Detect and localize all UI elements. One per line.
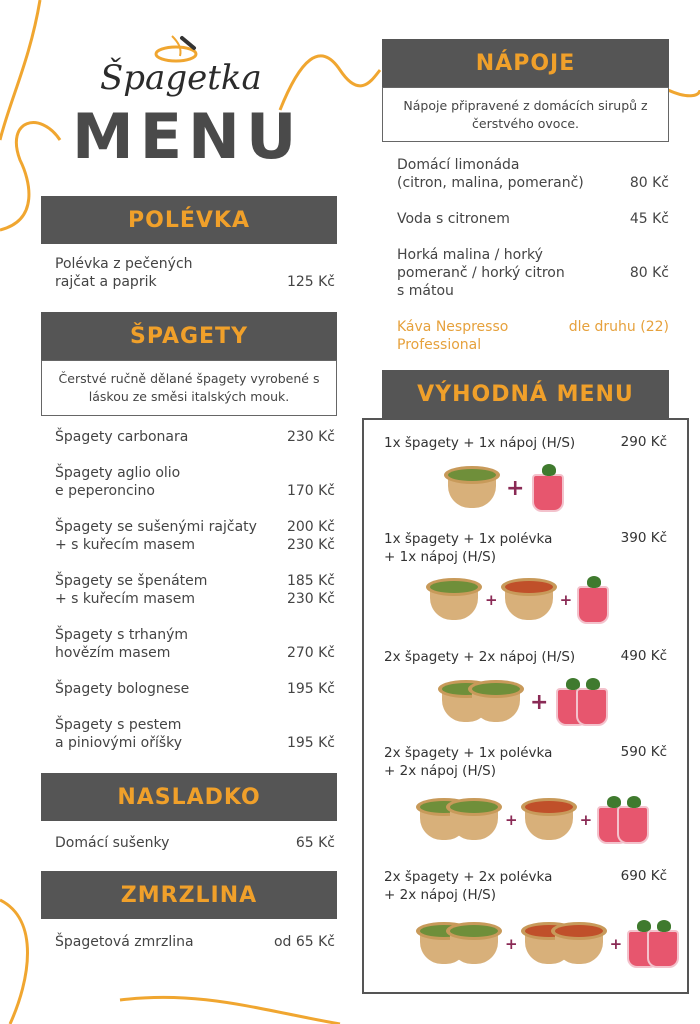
brand-logo (100, 34, 260, 104)
section-header-nasladko: NASLADKO (41, 773, 337, 821)
combo-images (438, 678, 610, 726)
soup-bowl-icon (501, 578, 557, 622)
drink-cup-icon (574, 678, 610, 726)
combo-images (426, 576, 611, 624)
combo-price: 390 Kč (620, 530, 667, 546)
combo-images (416, 796, 651, 844)
item-name: Špagety s pestem a piniovými oříšky (55, 717, 183, 751)
soup-bowl-icon (551, 922, 607, 966)
item-name: Špagetová zmrzlina (55, 934, 194, 950)
drink-cup-icon (615, 796, 651, 844)
menu-item (55, 572, 335, 612)
spagety-note: Čerstvé ručně dělané špagety vyrobené s láskou ze směsi italských mouk. (41, 360, 337, 416)
menu-item (55, 428, 335, 448)
item-name: Špagety bolognese (55, 681, 190, 697)
section-header-napoje: NÁPOJE (382, 39, 669, 87)
combo-price: 590 Kč (620, 744, 667, 760)
item-name: Špagety se špenátem + s kuřecím masem (55, 573, 208, 607)
combo-name: 2x špagety + 1x polévka + 2x nápoj (H/S) (384, 745, 553, 779)
item-price: 170 Kč (286, 483, 335, 499)
menu-item (55, 626, 335, 666)
item-price: 195 Kč (286, 681, 335, 697)
item-name: Špagety se sušenými rajčaty + s kuřecím masem (55, 519, 257, 553)
combo-item (364, 434, 687, 529)
section-header-zmrzlina: ZMRZLINA (41, 871, 337, 919)
item-name: Káva Nespresso Professional (397, 319, 509, 353)
item-price: 185 Kč 230 Kč (286, 573, 335, 607)
drink-cup-icon (575, 576, 611, 624)
item-price: 45 Kč (629, 211, 669, 227)
plus-icon: + (506, 475, 525, 501)
plus-icon: + (530, 689, 549, 715)
drink-cup-icon (645, 920, 681, 968)
plus-icon: + (579, 811, 593, 829)
soup-bowl-icon (521, 798, 577, 842)
spaghetti-bowl-icon (468, 680, 524, 724)
menu-item (397, 246, 669, 304)
item-price: 65 Kč (295, 835, 335, 851)
menu-item (55, 680, 335, 700)
item-name: Špagety aglio olio e peperoncino (55, 465, 181, 499)
spaghetti-bowl-icon (446, 798, 502, 842)
plus-icon: + (505, 935, 518, 953)
section-header-vyhodna: VÝHODNÁ MENU (382, 370, 669, 418)
drink-cup-icon (530, 464, 566, 512)
page-title: MENU (72, 100, 303, 173)
combo-item (364, 744, 687, 859)
spaghetti-bowl-icon (444, 466, 500, 510)
menu-item (397, 318, 669, 358)
napoje-note: Nápoje připravené z domácích sirupů z čerstvého ovoce. (382, 87, 669, 142)
item-price: 200 Kč 230 Kč (286, 519, 335, 553)
item-name: Špagety s trhaným hovězím masem (55, 627, 189, 661)
menu-item (55, 716, 335, 756)
combo-menu-box (362, 418, 689, 994)
combo-images (416, 920, 681, 968)
item-name: Domácí limonáda (citron, malina, pomeranč) (397, 157, 584, 191)
plus-icon: + (609, 935, 623, 953)
section-header-spagety: ŠPAGETY (41, 312, 337, 360)
item-price: 80 Kč (629, 175, 669, 191)
menu-item (55, 933, 335, 953)
combo-item (364, 648, 687, 743)
combo-price: 490 Kč (620, 648, 667, 664)
item-price: dle druhu (22) (568, 319, 669, 335)
menu-item (55, 464, 335, 504)
item-name: Horká malina / horký pomeranč / horký citron s mátou (397, 247, 565, 299)
item-name: Voda s citronem (397, 211, 510, 227)
combo-images (444, 464, 566, 512)
combo-name: 2x špagety + 2x nápoj (H/S) (384, 649, 576, 665)
item-price: 195 Kč (286, 735, 335, 751)
combo-item (364, 530, 687, 640)
item-price: 125 Kč (286, 274, 335, 290)
combo-name: 1x špagety + 1x nápoj (H/S) (384, 435, 576, 451)
item-name: Špagety carbonara (55, 429, 189, 445)
section-header-polevka: POLÉVKA (41, 196, 337, 244)
item-name: Domácí sušenky (55, 835, 170, 851)
menu-item (55, 518, 335, 558)
item-name: Polévka z pečených rajčat a paprik (55, 256, 193, 290)
item-price: 80 Kč (629, 265, 669, 281)
menu-item (55, 834, 335, 854)
menu-item (397, 156, 669, 196)
combo-item (364, 868, 687, 993)
menu-item (55, 255, 335, 295)
combo-name: 2x špagety + 2x polévka + 2x nápoj (H/S) (384, 869, 553, 903)
item-price: 230 Kč (286, 429, 335, 445)
combo-price: 290 Kč (620, 434, 667, 450)
combo-name: 1x špagety + 1x polévka + 1x nápoj (H/S) (384, 531, 553, 565)
combo-price: 690 Kč (620, 868, 667, 884)
spaghetti-bowl-icon (426, 578, 482, 622)
plus-icon: + (559, 591, 573, 609)
plus-icon: + (485, 591, 498, 609)
menu-item (397, 210, 669, 230)
item-price: 270 Kč (286, 645, 335, 661)
spaghetti-bowl-icon (446, 922, 502, 966)
item-price: od 65 Kč (273, 934, 335, 950)
brand-name: Špagetka (100, 58, 262, 98)
plus-icon: + (505, 811, 518, 829)
